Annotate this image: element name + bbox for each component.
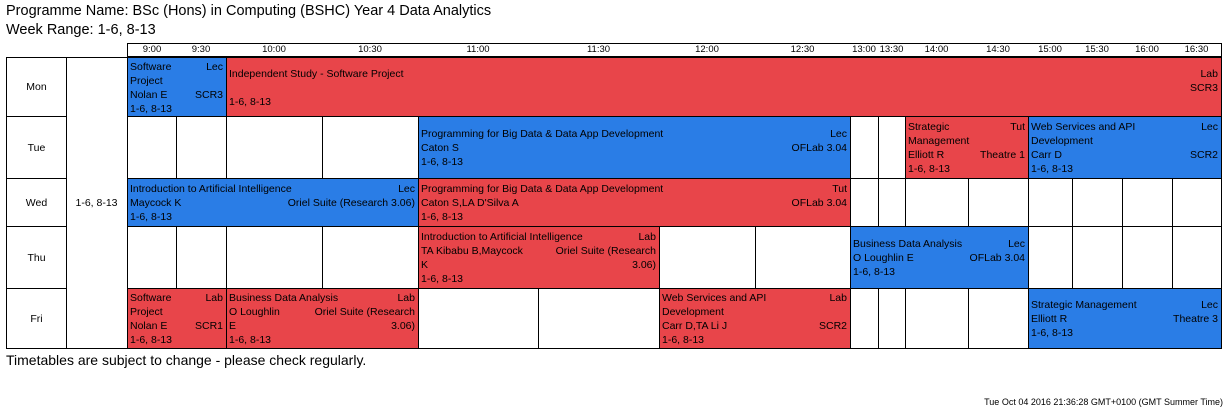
session-details — [853, 237, 962, 265]
room-location — [195, 319, 223, 333]
week-range-label: 1-6, 8-13 — [75, 196, 118, 209]
room-location — [1190, 81, 1218, 95]
room-location — [315, 305, 415, 333]
session-type: Tut — [832, 183, 847, 195]
session-line: Caton S,LA D'Silva A — [421, 197, 519, 209]
empty-slot — [176, 226, 227, 289]
room-location — [195, 88, 223, 102]
module-name: Web Services and API — [1031, 121, 1136, 133]
session-weeks: 1-6, 8-13 — [1031, 163, 1074, 175]
session-type: Tut — [1010, 121, 1025, 133]
module-name: Software — [130, 61, 172, 73]
session-line: K — [421, 259, 429, 271]
room-line: 3.06) — [391, 320, 415, 332]
class-session[interactable] — [418, 226, 660, 289]
class-session[interactable] — [226, 57, 1222, 117]
time-slot-header: 11:30 — [538, 43, 660, 57]
room-location — [556, 244, 656, 272]
time-slot-header: 11:00 — [418, 43, 539, 57]
session-weeks: 1-6, 8-13 — [229, 96, 272, 108]
generated-timestamp: Tue Oct 04 2016 21:36:28 GMT+0100 (GMT Summer Time) — [984, 397, 1223, 407]
time-slot-header: 9:30 — [176, 43, 227, 57]
room-location — [970, 251, 1025, 265]
module-name: Web Services and API — [662, 292, 767, 304]
class-session[interactable] — [1028, 116, 1222, 179]
time-slot-header: 10:00 — [226, 43, 323, 57]
module-name: Introduction to Artificial Intelligence — [421, 231, 583, 243]
empty-slot — [322, 226, 419, 289]
session-weeks: 1-6, 8-13 — [229, 334, 272, 346]
time-slot-header: 10:30 — [322, 43, 419, 57]
session-weeks: 1-6, 8-13 — [130, 334, 173, 346]
time-slot-header: 14:30 — [968, 43, 1029, 57]
room-line: SCR2 — [818, 320, 847, 332]
session-line: Carr D — [1031, 149, 1062, 161]
session-type: Lab — [205, 292, 223, 304]
session-line: Management — [908, 135, 970, 147]
room-location — [819, 319, 847, 333]
session-type: Lec — [1201, 121, 1218, 133]
session-details — [421, 127, 663, 155]
room-line: OFLab 3.04 — [791, 142, 847, 154]
time-slot-header: 12:00 — [659, 43, 756, 57]
room-location — [792, 196, 847, 210]
session-type: Lab — [397, 292, 415, 304]
session-weeks: 1-6, 8-13 — [130, 211, 173, 223]
session-details — [130, 60, 171, 102]
class-session[interactable] — [905, 116, 1029, 179]
day-label-tue: Tue — [6, 116, 67, 179]
class-session[interactable] — [659, 288, 851, 349]
empty-slot — [418, 288, 539, 349]
session-line: Elliott R — [908, 149, 945, 161]
empty-slot — [1028, 178, 1073, 227]
session-weeks: 1-6, 8-13 — [662, 334, 705, 346]
week-range: Week Range: 1-6, 8-13 — [6, 22, 156, 38]
empty-slot — [1122, 226, 1173, 289]
room-location — [980, 148, 1025, 162]
empty-slot — [176, 116, 227, 179]
empty-slot — [1072, 178, 1123, 227]
session-type: Lec — [1201, 299, 1218, 311]
module-name: Business Data Analysis — [229, 292, 339, 304]
session-line: Project — [130, 75, 163, 87]
session-line: Project — [130, 306, 163, 318]
room-line: Oriel Suite (Research — [555, 245, 656, 257]
time-slot-header: 13:30 — [878, 43, 906, 57]
empty-slot — [322, 116, 419, 179]
time-slot-header: 9:00 — [127, 43, 177, 57]
module-name: Strategic Management — [1031, 299, 1137, 311]
empty-slot — [1072, 226, 1123, 289]
room-line: Theatre 1 — [980, 149, 1025, 161]
session-details — [662, 291, 766, 333]
class-session[interactable] — [1028, 288, 1222, 349]
day-label-fri: Fri — [6, 288, 67, 349]
module-name: Introduction to Artificial Intelligence — [130, 183, 292, 195]
empty-slot — [1028, 226, 1073, 289]
programme-title: Programme Name: BSc (Hons) in Computing (BSHC) Year 4 Data Analytics — [6, 3, 492, 19]
session-line: Maycock K — [130, 197, 182, 209]
room-line: SCR3 — [1189, 82, 1218, 94]
empty-slot — [127, 116, 177, 179]
empty-slot — [905, 288, 969, 349]
session-details — [1031, 298, 1137, 326]
day-label-wed: Wed — [6, 178, 67, 227]
session-details — [130, 182, 292, 210]
empty-slot — [538, 288, 660, 349]
room-location — [1190, 148, 1218, 162]
empty-slot — [226, 226, 323, 289]
class-session[interactable] — [850, 226, 1029, 289]
session-details — [421, 182, 663, 210]
room-line: 3.06) — [632, 259, 656, 271]
session-line: Development — [662, 306, 724, 318]
session-details — [1031, 120, 1135, 162]
class-session[interactable] — [127, 57, 227, 117]
session-type: Lab — [1200, 68, 1218, 80]
empty-slot — [968, 178, 1029, 227]
empty-slot — [850, 178, 879, 227]
session-type: Lec — [398, 183, 415, 195]
session-line: Development — [1031, 135, 1093, 147]
room-line: Oriel Suite (Research 3.06) — [287, 197, 415, 209]
session-line: Nolan E — [130, 320, 168, 332]
room-line: Theatre 3 — [1173, 313, 1218, 325]
room-location — [792, 141, 847, 155]
module-name: Business Data Analysis — [853, 238, 963, 250]
session-details — [229, 67, 404, 81]
footer-note: Timetables are subject to change - please check regularly. — [6, 352, 367, 368]
empty-slot — [968, 288, 1029, 349]
room-line: SCR1 — [194, 320, 223, 332]
empty-slot — [878, 116, 906, 179]
day-label-mon: Mon — [6, 57, 67, 117]
room-line: OFLab 3.04 — [969, 252, 1025, 264]
session-line: Elliott R — [1031, 313, 1068, 325]
time-slot-header: 16:00 — [1122, 43, 1173, 57]
room-line: SCR2 — [1189, 149, 1218, 161]
session-weeks: 1-6, 8-13 — [130, 103, 173, 115]
session-weeks: 1-6, 8-13 — [421, 156, 464, 168]
class-session[interactable] — [418, 178, 851, 227]
empty-slot — [755, 226, 851, 289]
room-line: Oriel Suite (Research — [314, 306, 415, 318]
time-slot-header: 13:00 — [850, 43, 879, 57]
room-location — [288, 196, 415, 210]
module-name: Independent Study - Software Project — [229, 68, 404, 80]
session-line: Nolan E — [130, 89, 168, 101]
class-session[interactable] — [226, 288, 419, 349]
session-type: Lab — [829, 292, 847, 304]
session-details — [130, 291, 171, 333]
empty-slot — [1122, 178, 1173, 227]
room-location — [1173, 312, 1218, 326]
session-line: Carr D,TA Li J — [662, 320, 728, 332]
empty-slot — [659, 226, 756, 289]
session-line: Caton S — [421, 142, 459, 154]
module-name: Programming for Big Data & Data App Development — [421, 128, 664, 140]
session-weeks: 1-6, 8-13 — [908, 163, 951, 175]
empty-slot — [226, 116, 323, 179]
day-label-thu: Thu — [6, 226, 67, 289]
time-slot-header: 14:00 — [905, 43, 969, 57]
session-weeks: 1-6, 8-13 — [421, 211, 464, 223]
session-type: Lec — [206, 61, 223, 73]
time-slot-header: 16:30 — [1172, 43, 1222, 57]
empty-slot — [1172, 178, 1222, 227]
class-session[interactable] — [418, 116, 851, 179]
empty-slot — [850, 288, 879, 349]
session-type: Lec — [830, 128, 847, 140]
class-session[interactable] — [127, 178, 419, 227]
empty-slot — [1172, 226, 1222, 289]
time-slot-header: 15:00 — [1028, 43, 1073, 57]
time-slot-header: 15:30 — [1072, 43, 1123, 57]
session-details — [908, 120, 969, 162]
session-line: TA Kibabu B,Maycock — [421, 245, 523, 257]
room-line: OFLab 3.04 — [791, 197, 847, 209]
module-name: Software — [130, 292, 172, 304]
room-line: SCR3 — [194, 89, 223, 101]
empty-slot — [905, 178, 969, 227]
session-line: O Loughlin — [229, 306, 280, 318]
time-slot-header: 12:30 — [755, 43, 851, 57]
session-line: O Loughlin E — [853, 252, 914, 264]
class-session[interactable] — [127, 288, 227, 349]
session-weeks: 1-6, 8-13 — [853, 266, 896, 278]
session-type: Lec — [1008, 238, 1025, 250]
empty-slot — [878, 178, 906, 227]
empty-slot — [878, 288, 906, 349]
module-name: Strategic — [908, 121, 950, 133]
session-weeks: 1-6, 8-13 — [421, 273, 464, 285]
session-type: Lab — [638, 231, 656, 243]
empty-slot — [127, 226, 177, 289]
empty-slot — [850, 116, 879, 179]
session-weeks: 1-6, 8-13 — [1031, 327, 1074, 339]
session-line: E — [229, 320, 237, 332]
module-name: Programming for Big Data & Data App Development — [421, 183, 664, 195]
